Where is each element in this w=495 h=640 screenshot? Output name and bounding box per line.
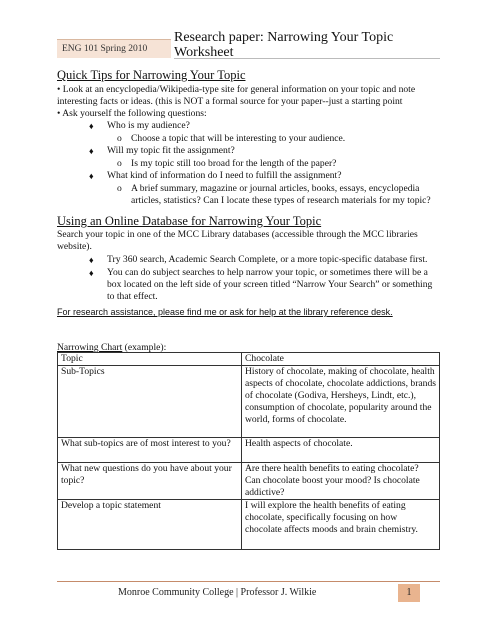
section-heading-quick-tips: Quick Tips for Narrowing Your Topic — [57, 68, 246, 82]
course-label: ENG 101 Spring 2010 — [57, 39, 171, 58]
chart-label-suffix: (example): — [122, 342, 167, 353]
research-assistance-note: For research assistance, please find me or ask for help at the library reference desk. — [57, 307, 393, 317]
header-rule — [174, 58, 440, 59]
tip-1-line-2: interesting facts or ideas. (this is NOT a formal source for your paper--just a starting point — [57, 96, 403, 107]
tip-1-line-1: • Look at an encyclopedia/Wikipedia-type site for general information on your topic and note — [57, 84, 416, 95]
question-2-answer: Is my topic still too broad for the length of the paper? — [131, 158, 337, 169]
narrowing-chart-table — [57, 352, 440, 550]
table-cell-value: I will explore the health benefits of eating chocolate, specifically focusing on how chocolate affects moods and brain chemistry. — [242, 500, 440, 550]
question-1-sub-bullet: o — [117, 133, 122, 144]
footer-rule — [57, 581, 440, 582]
table-cell-label: Develop a topic statement — [58, 500, 242, 550]
page-number: 1 — [398, 584, 420, 602]
question-3-answer-line-2: articles, statistics? Can I locate these types of research materials for my topic? — [131, 195, 431, 206]
database-tip-2-line-1: You can do subject searches to help narrow your topic, or sometimes there will be a — [107, 267, 428, 278]
table-row — [58, 438, 440, 463]
database-tip-2-line-3: to that effect. — [107, 291, 158, 302]
table-cell-value: Are there health benefits to eating chocolate? Can chocolate boost your mood? Is chocolate addictive? — [242, 463, 440, 500]
chart-label-title: Narrowing Chart — [57, 342, 123, 353]
question-3-answer-line-1: A brief summary, magazine or journal articles, books, essays, encyclopedia — [131, 183, 420, 194]
database-intro-line-2: website). — [57, 241, 92, 252]
table-cell-label: Sub-Topics — [58, 366, 242, 438]
diamond-bullet-icon: ♦ — [89, 146, 94, 156]
table-cell-value: Health aspects of chocolate. — [242, 438, 440, 463]
table-row — [58, 500, 440, 550]
table-cell-value: Chocolate — [242, 353, 440, 366]
title-line-2: Worksheet — [174, 45, 234, 60]
question-2-sub-bullet: o — [117, 158, 122, 169]
section-heading-online-database: Using an Online Database for Narrowing Your Topic — [57, 214, 322, 228]
database-tip-2-line-2: box located on the left side of your screen titled “Narrow Your Search” or something — [107, 279, 433, 290]
question-2: Will my topic fit the assignment? — [107, 145, 235, 156]
table-row — [58, 353, 440, 366]
table-cell-label: Topic — [58, 353, 242, 366]
table-cell-value: History of chocolate, making of chocolate, health aspects of chocolate, chocolate addictions, brands of chocolate (Godiva, Hersheys, Lindt, etc.), consumption of chocolate, popularity around the world, forms of chocolate. — [242, 366, 440, 438]
page-title — [174, 30, 393, 60]
diamond-bullet-icon: ♦ — [89, 171, 94, 181]
table-row — [58, 463, 440, 500]
diamond-bullet-icon: ♦ — [89, 121, 94, 131]
question-1: Who is my audience? — [107, 120, 190, 131]
tip-2: • Ask yourself the following questions: — [57, 108, 207, 119]
database-intro-line-1: Search your topic in one of the MCC Library databases (accessible through the MCC libraries — [57, 229, 418, 240]
table-row — [58, 366, 440, 438]
question-1-answer: Choose a topic that will be interesting to your audience. — [131, 133, 346, 144]
database-tip-1: Try 360 search, Academic Search Complete, or a more topic-specific database first. — [107, 254, 428, 265]
question-3: What kind of information do I need to fulfill the assignment? — [107, 170, 342, 181]
footer-text: Monroe Community College | Professor J. Wilkie — [118, 587, 317, 598]
table-cell-label: What sub-topics are of most interest to you? — [58, 438, 242, 463]
table-cell-label: What new questions do you have about your topic? — [58, 463, 242, 500]
diamond-bullet-icon: ♦ — [89, 268, 94, 278]
question-3-sub-bullet: o — [117, 183, 122, 194]
diamond-bullet-icon: ♦ — [89, 255, 94, 265]
title-line-1: Research paper: Narrowing Your Topic — [174, 30, 394, 45]
